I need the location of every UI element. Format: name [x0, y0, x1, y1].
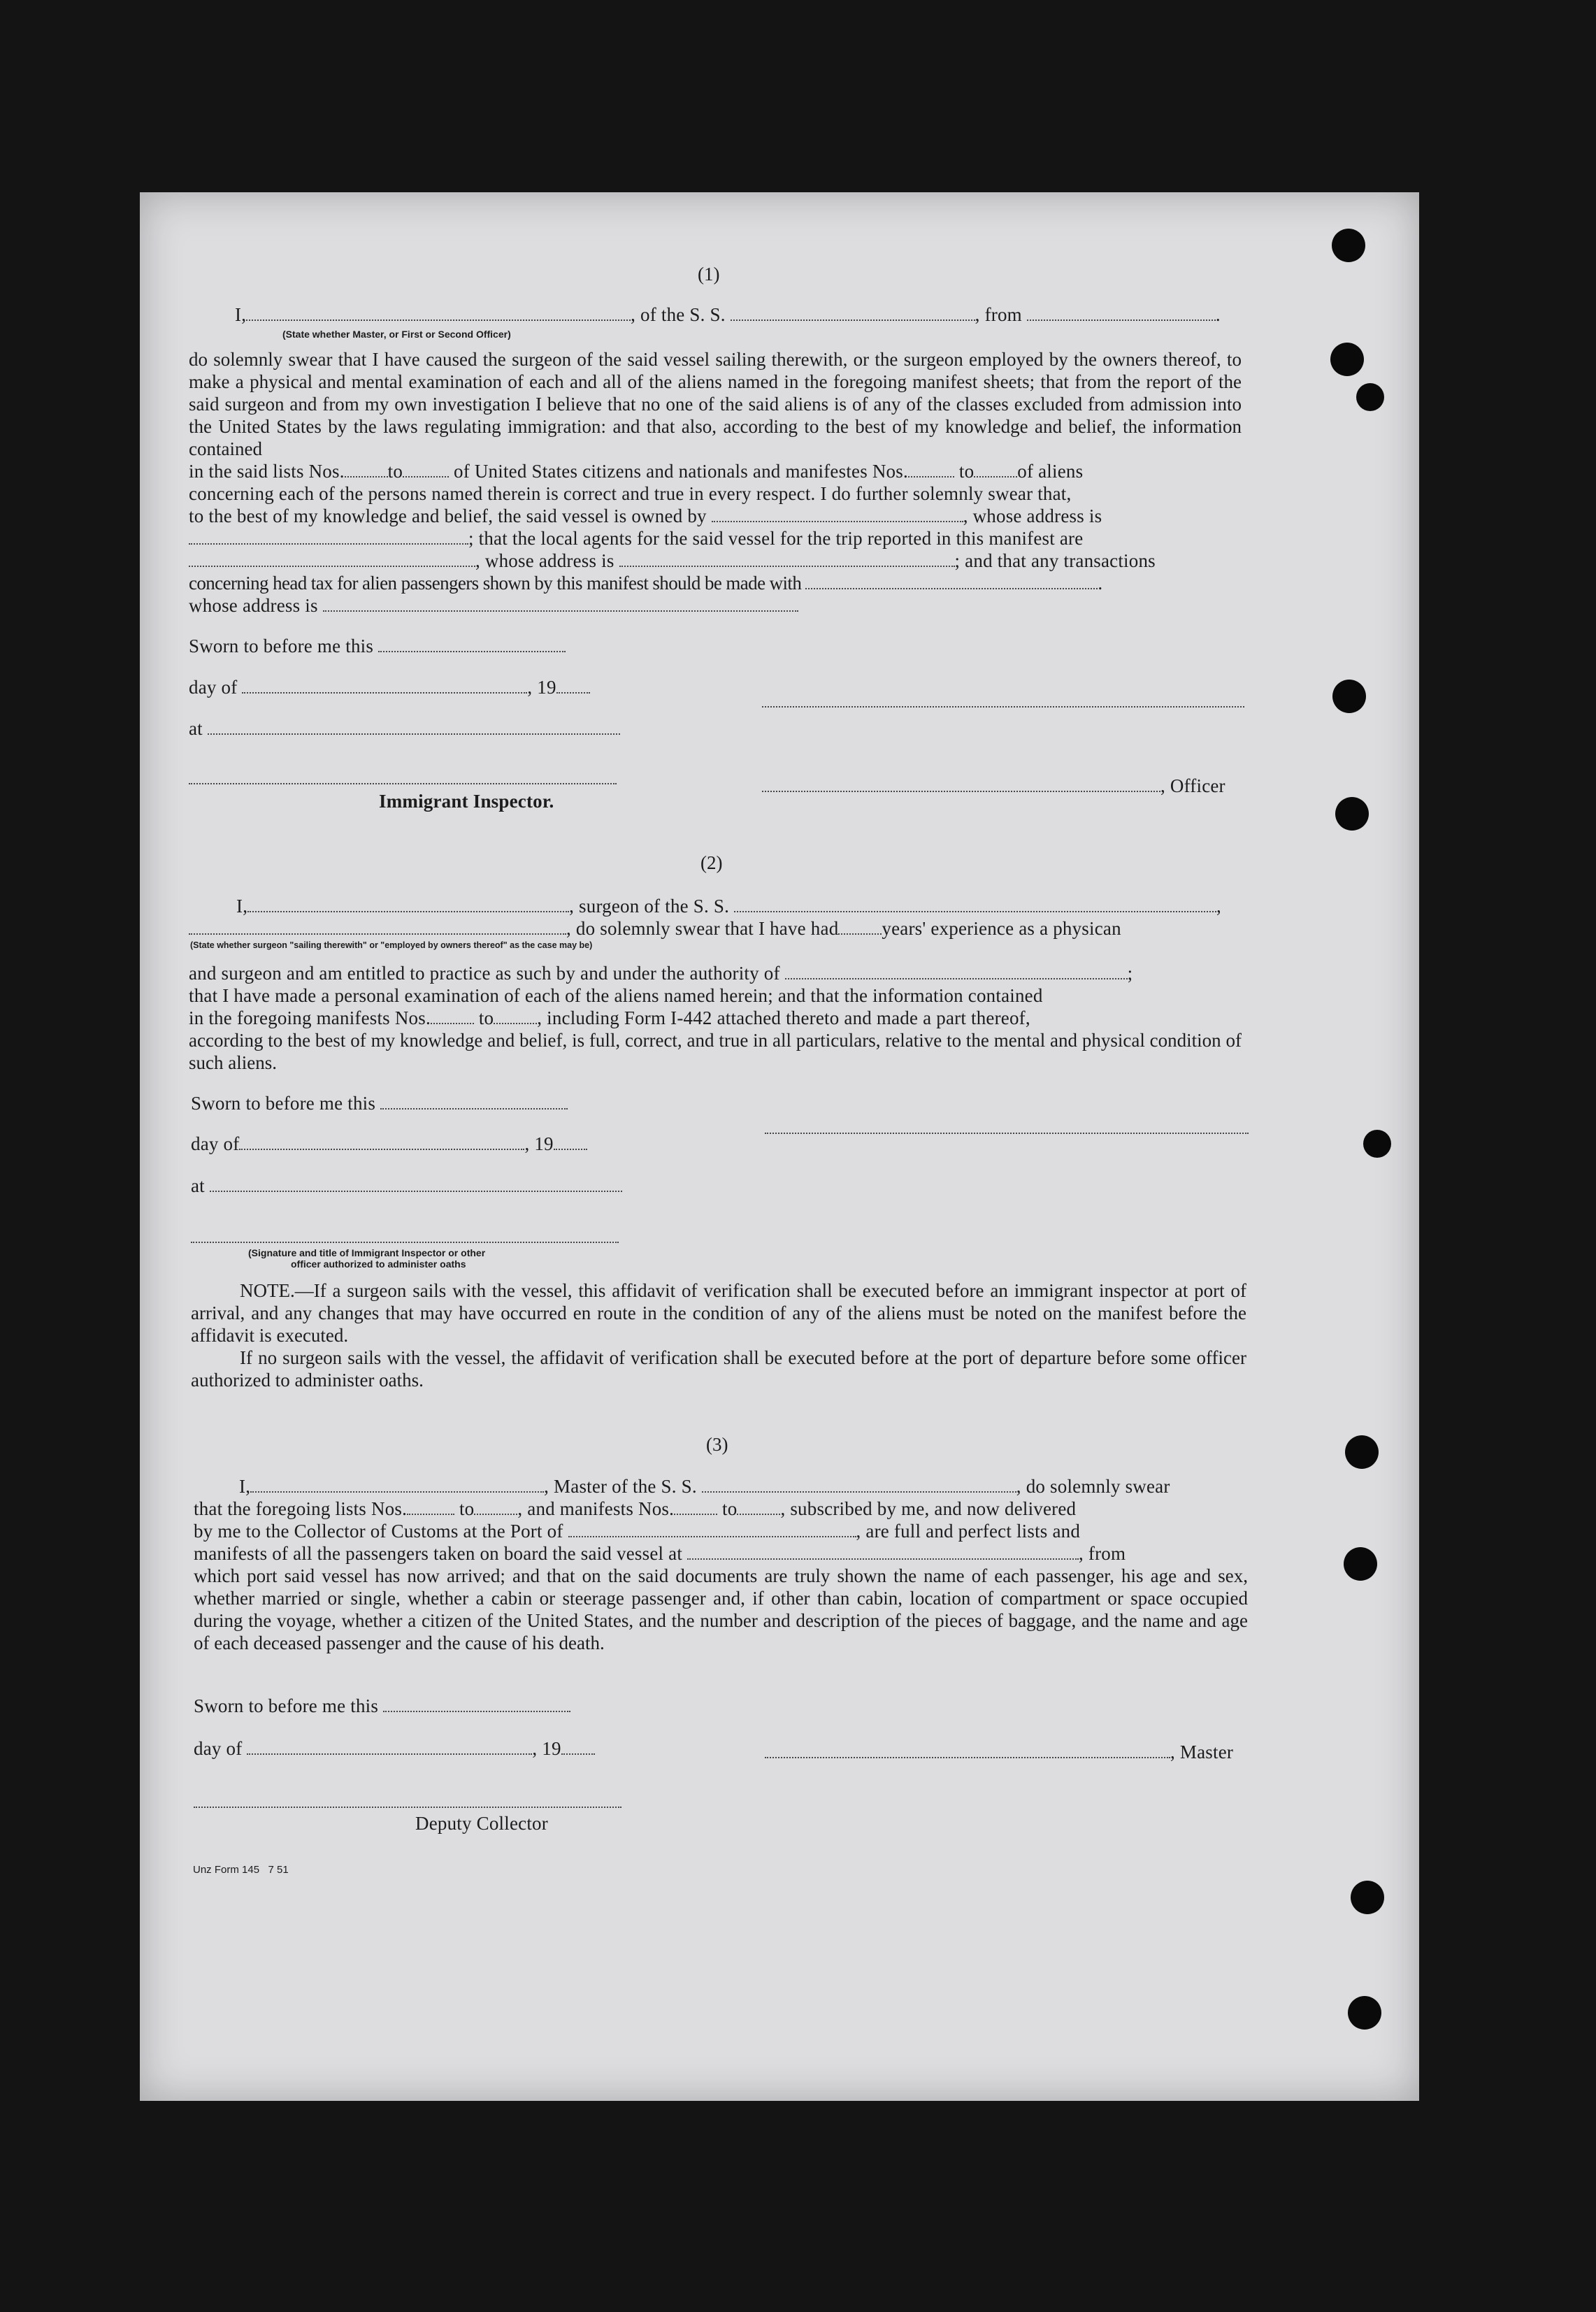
- section-3-number: (3): [706, 1434, 728, 1455]
- section-1-first-line: I, , of the S. S. , from .: [235, 304, 1221, 325]
- section-2-day-of: day of , 19: [191, 1133, 587, 1155]
- section-1-signature-line-right: [762, 706, 1244, 708]
- binder-hole: [1330, 343, 1364, 376]
- binder-hole: [1356, 383, 1384, 411]
- binder-hole: [1332, 229, 1365, 262]
- section-2-surgeon-note: (State whether surgeon "sailing therewith" or "employed by owners thereof" as the case may be): [190, 940, 593, 950]
- section-2-second-line: , do solemnly swear that I have had years' experience as a physican: [189, 917, 1121, 940]
- section-1-lists-line: in the said lists Nos. to of United States citizens and nationals and manifestes Nos. to of aliens: [189, 461, 1084, 482]
- section-2-at: at: [191, 1175, 622, 1197]
- section-1-paragraph: do solemnly swear that I have caused the surgeon of the said vessel sailing therewith, or the surgeon employed by the owners thereof, to make a physical and mental examination of each and all of the aliens named in the foregoing manifest sheets; that from the report of the said surgeon and from my own investigation I believe that no one of the said aliens is of any of the classes excluded from admission into the United States by the laws regulating immigration: and that also, according to the best of my knowledge and belief, the information contained: [189, 349, 1242, 459]
- section-2-inspector-line: [191, 1242, 619, 1243]
- section-1-head-tax-line: concerning head tax for alien passengers shown by this manifest should be made with .: [189, 573, 1102, 594]
- section-1-at: at: [189, 717, 620, 740]
- section-3-day-of: day of , 19: [194, 1737, 595, 1760]
- section-2-signature-note-2: officer authorized to administer oaths: [291, 1258, 466, 1270]
- section-2-paragraph: according to the best of my knowledge and belief, is full, correct, and true in all particulars, relative to the mental and physical condition of such aliens.: [189, 1030, 1242, 1073]
- section-3-master-line: , Master: [765, 1741, 1233, 1763]
- section-3-sworn: Sworn to before me this: [194, 1695, 570, 1717]
- section-3-first-line: I, , Master of the S. S. , do solemnly swear: [239, 1476, 1170, 1497]
- binder-hole: [1351, 1881, 1384, 1914]
- binder-hole: [1332, 680, 1366, 713]
- binder-hole: [1344, 1547, 1377, 1581]
- binder-hole: [1335, 797, 1369, 831]
- section-1-agents-line: ; that the local agents for the said vessel for the trip reported in this manifest are: [189, 527, 1083, 550]
- section-1-owned-line: to the best of my knowledge and belief, the said vessel is owned by , whose address is: [189, 505, 1102, 526]
- section-2-manifests-line: in the foregoing manifests Nos. to , including Form I-442 attached thereto and made a part thereof,: [189, 1007, 1030, 1028]
- section-1-inspector-line: [189, 783, 617, 784]
- section-2-signature-note-1: (Signature and title of Immigrant Inspector or other: [248, 1247, 486, 1258]
- section-1-inspector-title: Immigrant Inspector.: [379, 791, 554, 812]
- note-paragraph-2: If no surgeon sails with the vessel, the affidavit of verification shall be executed before at the port of departure before some officer authorized to administer oaths.: [191, 1347, 1246, 1391]
- section-1-correct-line: concerning each of the persons named therein is correct and true in every respect. I do further solemnly swear that,: [189, 483, 1072, 504]
- section-2-authority-line: and surgeon and am entitled to practice as such by and under the authority of ;: [189, 963, 1133, 984]
- section-3-collector-line: by me to the Collector of Customs at the Port of , are full and perfect lists and: [194, 1521, 1081, 1542]
- binder-hole: [1345, 1435, 1379, 1469]
- note-paragraph-1: NOTE.—If a surgeon sails with the vessel, this affidavit of verification shall be executed before an immigrant inspector at port of arrival, and any changes that may have occurred en route in the condition of any of the aliens must be noted on the manifest before the affidavit is executed.: [191, 1280, 1246, 1346]
- form-identifier: Unz Form 145 7 51: [193, 1864, 289, 1876]
- section-2-examination-line: that I have made a personal examination of each of the aliens named herein; and that the information contained: [189, 985, 1043, 1006]
- section-3-collector-signature-line: [194, 1807, 621, 1808]
- section-1-day-of: day of , 19: [189, 676, 590, 698]
- section-3-manifests-line: manifests of all the passengers taken on board the said vessel at , from: [194, 1543, 1126, 1564]
- binder-hole: [1348, 1996, 1381, 2030]
- section-1-number: (1): [698, 264, 720, 285]
- section-2-number: (2): [700, 852, 723, 873]
- section-1-agents-address-line: , whose address is ; and that any transactions: [189, 550, 1156, 572]
- section-1-sworn: Sworn to before me this: [189, 635, 566, 657]
- section-3-deputy-collector: Deputy Collector: [415, 1813, 548, 1834]
- section-2-sworn: Sworn to before me this: [191, 1092, 568, 1114]
- section-3-lists-line: that the foregoing lists Nos. to , and manifests Nos. to , subscribed by me, and now delivered: [194, 1498, 1077, 1519]
- binder-hole: [1363, 1130, 1391, 1158]
- section-2-signature-line-right: [765, 1133, 1249, 1134]
- section-1-officer-note: (State whether Master, or First or Second Officer): [282, 329, 511, 340]
- section-1-officer-line: , Officer: [762, 775, 1225, 797]
- section-2-first-line: I, , surgeon of the S. S. ,: [236, 896, 1221, 917]
- section-1-whose-line: whose address is: [189, 594, 798, 617]
- section-3-paragraph: which port said vessel has now arrived; and that on the said documents are truly shown the name of each passenger, his age and sex, whether married or single, whether a cabin or steerage passenger and, if other than cabin, location of compartment or space occupied during the voyage, whether a citizen of the United States, and the number and description of the pieces of baggage, and the name and age of each deceased passenger and the cause of his death.: [194, 1565, 1248, 1653]
